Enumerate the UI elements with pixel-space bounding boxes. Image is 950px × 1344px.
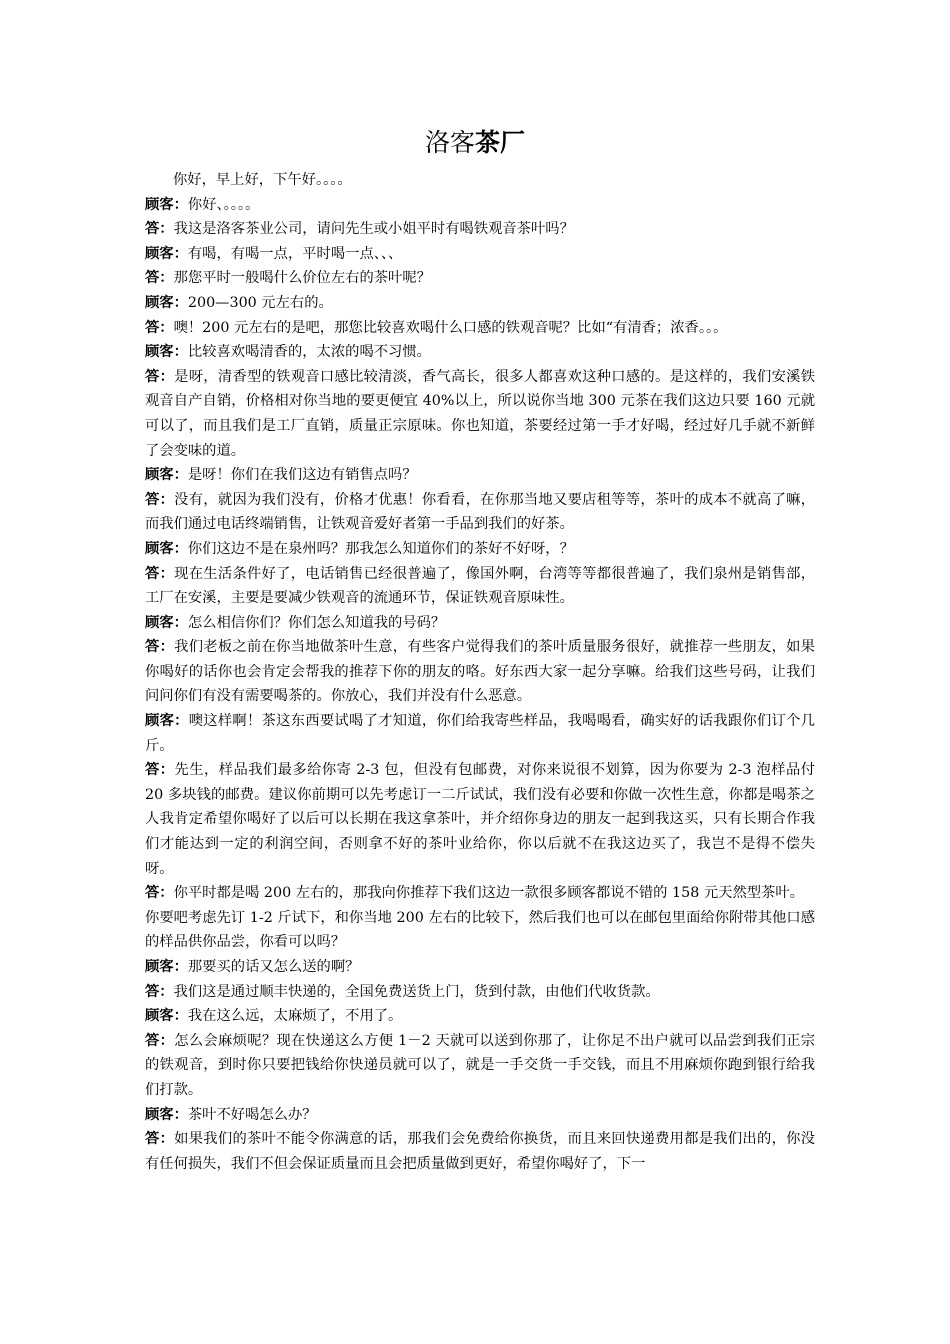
speaker-label: 顾客： bbox=[145, 467, 188, 484]
dialogue-line bbox=[145, 1103, 815, 1128]
dialogue-line bbox=[145, 463, 815, 488]
line-text: 你们这边不是在泉州吗？那我怎么知道你们的茶好不好呀，？ bbox=[187, 540, 574, 557]
speaker-label: 答： bbox=[145, 221, 174, 238]
speaker-label: 答： bbox=[145, 983, 174, 1000]
speaker-label: 顾客： bbox=[145, 614, 188, 631]
line-text: 现在生活条件好了，电话销售已经很普遍了，像国外啊，台湾等等都很普遍了，我们泉州是销售部，工厂在安溪，主要是要减少铁观音的流通环节，保证铁观音原味性。 bbox=[145, 565, 816, 607]
line-text: 你好、。。。。 bbox=[187, 196, 260, 213]
speaker-label: 顾客： bbox=[145, 959, 188, 975]
dialogue-line bbox=[145, 562, 815, 611]
speaker-label: 顾客： bbox=[145, 1106, 188, 1123]
line-text: 你平时都是喝 200 左右的，那我向你推荐下我们这边一款很多顾客都说不错的 158 元天然型茶叶。 bbox=[173, 885, 804, 902]
dialogue-body bbox=[145, 168, 815, 1176]
speaker-label: 顾客： bbox=[145, 196, 188, 213]
dialogue-line bbox=[145, 316, 815, 341]
speaker-label: 答： bbox=[145, 762, 175, 779]
dialogue-line bbox=[145, 340, 815, 365]
line-text: 那要买的话又怎么送的啊？ bbox=[187, 959, 360, 975]
dialogue-line bbox=[145, 709, 815, 758]
line-text: 我这是洛客茶业公司，请问先生或小姐平时有喝铁观音茶叶吗？ bbox=[173, 221, 574, 238]
speaker-label: 顾客： bbox=[145, 294, 188, 311]
title-main: 洛客 bbox=[424, 128, 475, 157]
speaker-label: 答： bbox=[145, 565, 175, 582]
dialogue-line bbox=[145, 1004, 815, 1029]
speaker-label: 答： bbox=[145, 368, 175, 385]
speaker-label: 答： bbox=[145, 885, 174, 902]
dialogue-line bbox=[145, 217, 815, 242]
speaker-label: 答： bbox=[145, 1032, 175, 1049]
dialogue-line bbox=[145, 365, 815, 463]
speaker-label: 答： bbox=[145, 319, 174, 336]
line-text: 我在这么远，太麻烦了，不用了。 bbox=[187, 1008, 403, 1025]
page-title bbox=[0, 128, 950, 158]
speaker-label: 顾客： bbox=[145, 344, 188, 361]
line-text: 先生，样品我们最多给你寄 2-3 包，但没有包邮费，对你来说很不划算，因为你要为 2-3 泡样品付 20 多块钱的邮费。建议你前期可以先考虑订一二斤试试，我们没有必要和你做一次性生意，你都是喝茶之人我肯定希望你喝好了以后可以长期在我这拿茶叶，并介绍你身边的朋友一起到我这买，只有长期合作我们才能达到一定的利润空间，否则拿不好的茶叶业给你，你以后就不在我这边买了，我岂不是得不偿失呀。 bbox=[145, 762, 815, 877]
dialogue-line bbox=[145, 635, 815, 709]
dialogue-line bbox=[145, 955, 815, 980]
line-text: 你要吧考虑先订 1-2 斤试下，和你当地 200 左右的比较下，然后我们也可以在邮包里面给你附带其他口感的样品供你品尝，你看可以吗？ bbox=[145, 909, 815, 951]
line-text: 有喝，有喝一点，平时喝一点、、、 bbox=[187, 245, 403, 262]
speaker-label: 答： bbox=[145, 1131, 175, 1148]
dialogue-line bbox=[145, 291, 815, 316]
line-text: 是呀！你们在我们这边有销售点吗？ bbox=[187, 467, 417, 484]
dialogue-line bbox=[145, 488, 815, 537]
speaker-label: 顾客： bbox=[145, 713, 189, 730]
line-text: 没有，就因为我们没有，价格才优惠！你看看，在你那当地又要店租等等，茶叶的成本不就高了嘛，而我们通过电话终端销售，让铁观音爱好者第一手品到我们的好茶。 bbox=[145, 491, 816, 533]
dialogue-line bbox=[145, 881, 815, 906]
line-text: 噢这样啊！茶这东西要试喝了才知道，你们给我寄些样品，我喝喝看，确实好的话我跟你们订个几斤。 bbox=[145, 713, 816, 754]
line-text: 200—300 元左右的。 bbox=[187, 294, 333, 311]
title-bold: 茶厂 bbox=[475, 128, 526, 157]
line-text: 那您平时一般喝什么价位左右的茶叶呢？ bbox=[173, 270, 431, 287]
line-text: 噢！200 元左右的是吧，那您比较喜欢喝什么口感的铁观音呢？比如“有清香；浓香。。。 bbox=[173, 319, 728, 336]
speaker-label: 答： bbox=[145, 491, 175, 508]
line-text: 是呀，清香型的铁观音口感比较清淡，香气高长，很多人都喜欢这种口感的。是这样的，我们安溪铁观音自产自销，价格相对你当地的要更便宜 40%以上，所以说你当地 300 元茶在我们这边只要 160 元就可以了，而且我们是工厂直销，质量正宗原味。你也知道，茶要经过第一手才好喝，经过好几手就不新鲜了会变味的道。 bbox=[145, 368, 816, 459]
speaker-label: 答： bbox=[145, 270, 174, 287]
dialogue-line bbox=[145, 537, 815, 562]
line-text: 如果我们的茶叶不能令你满意的话，那我们会免费给你换货，而且来回快递费用都是我们出的，你没有任何损失，我们不但会保证质量而且会把质量做到更好，希望你喝好了，下一 bbox=[145, 1131, 816, 1172]
speaker-label: 答： bbox=[145, 639, 175, 656]
line-text: 怎么相信你们？你们怎么知道我的号码？ bbox=[187, 614, 446, 631]
line-text: 我们老板之前在你当地做茶叶生意，有些客户觉得我们的茶叶质量服务很好，就推荐一些朋友，如果你喝好的话你也会肯定会帮我的推荐下你的朋友的咯。好东西大家一起分享嘛。给我们这些号码，让我们问问你们有没有需要喝茶的。你放心，我们并没有什么恶意。 bbox=[145, 639, 816, 705]
dialogue-line bbox=[145, 168, 815, 193]
dialogue-line bbox=[145, 1029, 815, 1103]
line-text: 我们这是通过顺丰快递的，全国免费送货上门，货到付款，由他们代收货款。 bbox=[173, 983, 660, 1000]
dialogue-line bbox=[145, 242, 815, 267]
dialogue-line bbox=[145, 266, 815, 291]
line-text: 怎么会麻烦呢？现在快递这么方便 1－2 天就可以送到你那了，让你足不出户就可以品尝到我们正宗的铁观音，到时你只要把钱给你快递员就可以了，就是一手交货一手交钱，而且不用麻烦你跑到银行给我们打款。 bbox=[145, 1032, 815, 1098]
dialogue-line bbox=[145, 906, 815, 955]
dialogue-line bbox=[145, 758, 815, 881]
dialogue-line bbox=[145, 980, 815, 1005]
line-text: 茶叶不好喝怎么办？ bbox=[187, 1106, 317, 1123]
line-text: 比较喜欢喝清香的，太浓的喝不习惯。 bbox=[187, 344, 431, 361]
dialogue-line bbox=[145, 193, 815, 218]
dialogue-line bbox=[145, 1127, 815, 1176]
speaker-label: 顾客： bbox=[145, 245, 188, 262]
line-text: 你好，早上好，下午好。。。。 bbox=[173, 172, 352, 188]
speaker-label: 顾客： bbox=[145, 540, 188, 557]
dialogue-line bbox=[145, 611, 815, 636]
speaker-label: 顾客： bbox=[145, 1008, 188, 1025]
